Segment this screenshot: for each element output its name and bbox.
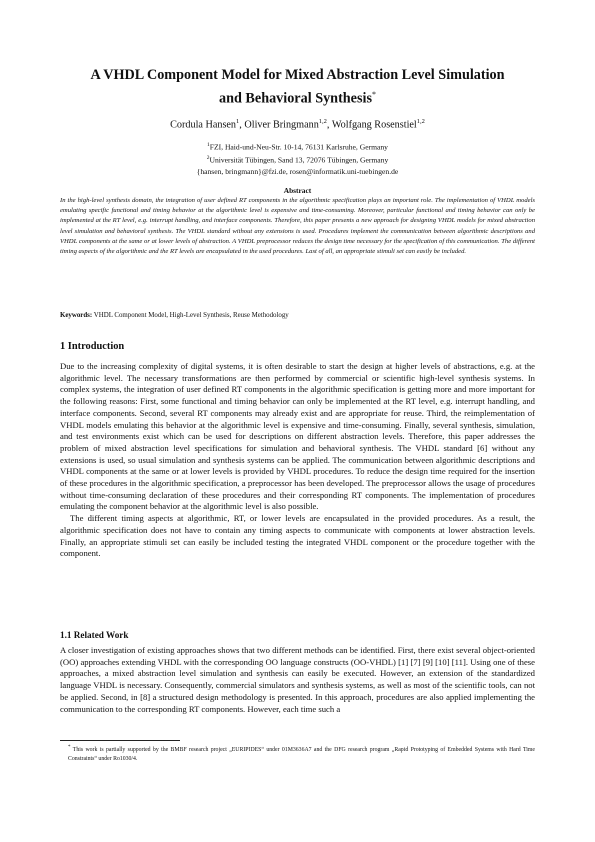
title-line-2 (60, 85, 535, 109)
author-list: Cordula Hansen$^1$, Oliver Bringmann$^{1,2}$, Wolfgang Rosenstiel$^{1,2}$ (170, 118, 425, 131)
keywords (60, 311, 535, 320)
subsection-heading-related-work: 1.1 Related Work (60, 630, 129, 640)
footnote-text: This work is partially supported by the BMBF research project „EURIPIDES“ under 01M3636A7 and the DFG research program „Rapid Prototyping of Embedded Systems with Hard Time Constraints“ under Ro1030/4. (68, 746, 535, 763)
author-affil-mark: 1 (236, 118, 240, 125)
footnote-rule (60, 740, 180, 741)
affiliation-mark: 2 (206, 155, 210, 162)
affiliation-line (60, 140, 535, 153)
author-affil-mark: 1,2 (318, 118, 327, 125)
related-work-body (60, 645, 535, 715)
title-footnote-mark: * (371, 90, 376, 99)
keywords-text: VHDL Component Model, High-Level Synthesis, Reuse Methodology (93, 312, 289, 319)
title-line-1: A VHDL Component Model for Mixed Abstraction Level Simulation (90, 67, 505, 83)
paragraph: Due to the increasing complexity of digital systems, it is often desirable to start the design at higher levels of abstractions, e.g. at the algorithmic level. The necessary transformations are then performed by commercial or scientific high-level synthesis systems. In complex systems, the integration of user defined RT components in the algorithmic specification is getting more and more important for the following reasons: First, some functional and timing behavior can only be implemented at the RT level, e.g. interrupt handling, and interface components. Second, several RT components may already exist and are appropriate for reuse. Third, the reimplementation of VHDL models emulating this behavior at the algorithmic level is expensive and time-consuming. Finally, several synthesis, simulation, and test environments exist which can be used for descriptions on different abstraction levels. Therefore, this paper addresses the problem of mixed abstraction level specifications for simulation and behavioral synthesis. The VHDL standard [6] without any extensions is used, so usual simulation and synthesis systems can be applied. The communication between algorithmic descriptions and VHDL components at the same or at lower levels is provided by VHDL procedures. To reduce the design time required for the insertion of these procedures in the algorithmic specification, a preprocessor has been developed. The preprocessor allows the usage of procedures without time-consuming declaration of these procedures and their corresponding RT components. The implementation of procedures emulating the component behavior at the algorithmic level is also possible. (60, 361, 535, 512)
author-name: Cordula Hansen (170, 119, 237, 131)
footnote (68, 743, 535, 764)
abstract-text: In the high-level synthesis domain, the integration of user defined RT components in the algorithmic specification plays an important role. The implementation of VHDL models emulating specific functional and timing behavior at the algorithmic level is expensive and time-consuming. Moreover, particular functional and timing behavior can only be implemented at the RT level, e.g. interrupt handling, and interface components. Therefore, this paper presents a new approach for designing VHDL models for mixed abstraction level simulation and behavioral synthesis. The VHDL standard without any extensions is used. Procedures implement the communication between algorithmic descriptions and VHDL components at the same or at lower levels of abstraction. A VHDL preprocessor reduces the design time necessary for the specification of this communication. The different timing aspects of the algorithmic and the RT levels are encapsulated in the used procedures. Last of all, an appropriate stimuli set can easily be included. (60, 197, 535, 256)
affiliation-text: Universität Tübingen, Sand 13, 72076 Tübingen, Germany (209, 155, 389, 165)
paragraph: A closer investigation of existing approaches shows that two different methods can be identified. First, there exist several object-oriented (OO) approaches extending VHDL with the corresponding OO language constructs (OO-VHDL) [1] [7] [9] [10] [11]. Using one of these approaches, a mixed abstraction level simulation and synthesis can easily be executed. However, an extension of the standardized language VHDL is necessary. Consequently, commercial simulators and synthesis systems, as well as most of the scientific tools, can not be applied. Second, in [8] a structured design methodology is presented. In this approach, procedures are also applied implementing the communication to the corresponding RT components. However, each time such a (60, 645, 535, 714)
paragraph: The different timing aspects at algorithmic, RT, or lower levels are encapsulated in the provided procedures. As a result, the algorithmic specification does not have to contain any timing aspects to communicate with components at lower abstraction levels. Finally, an appropriate stimuli set can easily be included testing the integrated VHDL component or the procedure together with the component. (60, 513, 535, 559)
section-heading-introduction: 1 Introduction (60, 341, 125, 352)
affiliations (60, 140, 535, 178)
author-name: Wolfgang Rosenstiel (331, 119, 417, 131)
keywords-label: Keywords: (60, 312, 93, 319)
affiliation-line (60, 153, 535, 166)
footnote-mark: * (68, 745, 71, 750)
affiliation-emails: {hansen, bringmann}@fzi.de, rosen@informatik.uni-tuebingen.de (196, 167, 399, 177)
author-name: Oliver Bringmann (244, 119, 319, 131)
affiliation-text: FZI, Haid-und-Neu-Str. 10-14, 76131 Karlsruhe, Germany (209, 142, 388, 152)
introduction-body (60, 361, 535, 560)
paper-title (60, 66, 535, 109)
abstract-heading: Abstract (283, 186, 312, 195)
affiliation-mark: 1 (207, 142, 210, 148)
title-line-2-text: and Behavioral Synthesis (219, 90, 372, 107)
author-affil-mark: 1,2 (416, 118, 425, 125)
